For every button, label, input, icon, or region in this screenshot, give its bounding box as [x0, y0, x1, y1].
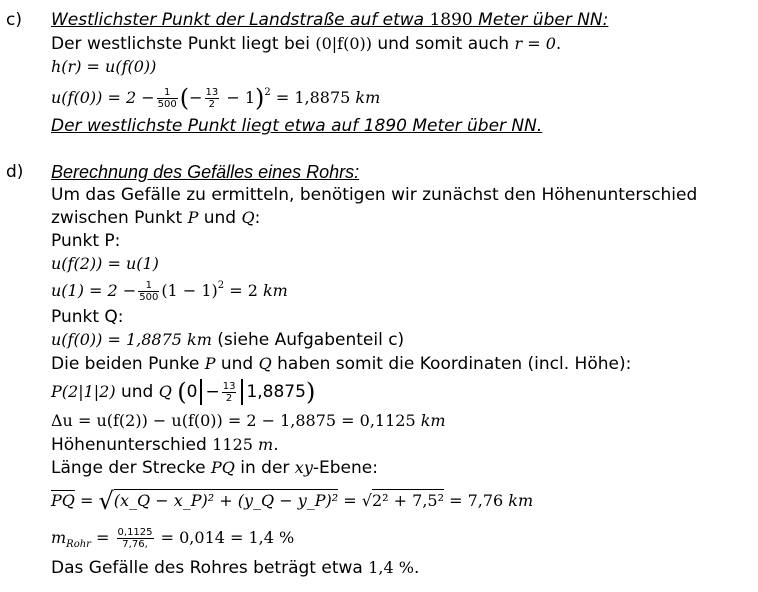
math-eq: Δu = u(f(2)) − u(f(0)) = 2 − 1,8875 = 0,1125 [51, 411, 421, 430]
unit: km [420, 411, 446, 430]
math-point: (0|f(0)) [315, 34, 372, 53]
math-P: P [187, 208, 199, 227]
punkt-q-label: Punkt Q: [51, 307, 124, 327]
frac-num: 13 [222, 380, 236, 392]
fraction [222, 381, 237, 404]
eq-lhs: u(f(0)) = 2 − [51, 88, 155, 107]
text: und somit auch [371, 34, 515, 54]
frac-den: 500 [139, 292, 159, 303]
sqrt-content2: 2² + 7,5² [371, 491, 444, 510]
text: zwischen Punkt [51, 208, 188, 228]
text: und [215, 354, 259, 374]
text: Der westlichste Punkt liegt bei [51, 34, 316, 54]
result: = 0,014 = 1,4 % [160, 528, 295, 547]
eq-q1 [51, 329, 404, 351]
unit: km [508, 491, 534, 510]
point-Q-name: Q [158, 382, 172, 401]
text: : [254, 208, 261, 228]
frac-den: 2 [225, 392, 233, 404]
math-P: P [204, 354, 216, 373]
text: -Ebene: [312, 458, 378, 478]
eq-p1: u(f(2)) = u(1) [51, 254, 159, 273]
math-Q: Q [258, 354, 272, 373]
part-c-line1 [51, 33, 561, 55]
fraction [205, 87, 220, 110]
text: Die beiden Punke [51, 354, 205, 374]
coord-x: 0 [186, 382, 198, 402]
eq-lhs: u(1) = 2 − [51, 281, 137, 300]
text: . [413, 558, 420, 578]
coord-z: 1,8875 [246, 382, 306, 402]
coords-points: P(2|1|2) und Q (0 − $\frac{13}{2}$ 1,8875) [51, 378, 316, 406]
part-c-heading [51, 9, 608, 31]
frac-num: 13 [205, 87, 219, 98]
part-c-conclusion: Der westlichste Punkt liegt etwa auf 1890 Meter über NN. [51, 116, 543, 136]
result: = 7,76 [444, 491, 509, 510]
part-d-heading: Berechnung des Gefälles eines Rohrs: [51, 162, 360, 182]
result: = 2 [224, 281, 263, 300]
delta-eq [51, 410, 446, 432]
heading-text-a: Westlichster Punkt der Landstraße auf etwa [51, 10, 430, 30]
part-c-eq2: u(f(0)) = 2 − $\frac{1}{500}$ (− $\frac{13}{2}$ − 1)$^2$ = 1,8875 km [51, 84, 381, 112]
part-d-intro1: Um das Gefälle zu ermitteln, benötigen wir zunächst den Höhenunterschied [51, 185, 698, 205]
exponent: 2 [217, 280, 225, 291]
m-var: m [51, 528, 67, 547]
m-rohr-eq: $m_{Rohr}$ = $\frac{0,1125}{7,76,}$ = 0,014 = 1,4 % [51, 527, 295, 550]
part-d-label: d) [6, 162, 24, 182]
math-PQ: PQ [210, 458, 235, 477]
coords-text [51, 353, 631, 375]
part-d-intro2 [51, 207, 260, 229]
pq-lhs: $\overline{PQ}$ [51, 491, 75, 510]
text: Länge der Strecke [51, 458, 211, 478]
part-c-eq1: h(r) = u(f(0)) [51, 57, 157, 76]
math-xy: xy [294, 458, 313, 477]
eq-p2 [51, 278, 288, 304]
final-line [51, 557, 419, 579]
text: in der [234, 458, 295, 478]
fraction [117, 527, 154, 550]
text: − 1 [226, 88, 255, 107]
unit: km [262, 281, 288, 300]
text: . [555, 34, 562, 54]
frac-den: 2 [208, 99, 216, 110]
text: = [74, 491, 99, 510]
math-Q: Q [241, 208, 255, 227]
text: (1 − 1) [161, 281, 218, 300]
note: (siehe Aufgabenteil c) [211, 330, 405, 350]
text: Das Gefälle des Rohres beträgt etwa [51, 558, 369, 578]
punkt-p-label: Punkt P: [51, 231, 121, 251]
heading-number: 1890 [429, 10, 473, 30]
fraction [157, 87, 178, 110]
frac-num: 0,1125 [117, 527, 153, 538]
hoehe-line [51, 434, 279, 456]
value: 1125 [212, 435, 259, 454]
laenge-line [51, 457, 378, 479]
text: haben somit die Koordinaten (incl. Höhe): [271, 354, 632, 374]
frac-num: 1 [138, 280, 159, 292]
exponent: 2 [264, 87, 271, 98]
math-eq: u(f(0)) = 1,8875 km [51, 330, 212, 349]
frac-den: 500 [157, 99, 177, 110]
frac-num: 1 [157, 87, 178, 99]
point-P: P(2|1|2) [51, 382, 116, 401]
text: . [273, 435, 279, 455]
coord-sign: − [205, 382, 220, 402]
result: = 1,8875 [275, 88, 356, 107]
part-c-label: c) [6, 10, 22, 30]
sqrt-content: (x_Q − x_P)² + (y_Q − y_P)² [113, 491, 339, 510]
text: Höhenunterschied [51, 435, 213, 455]
fraction [138, 280, 159, 303]
value: 1,4 % [368, 558, 414, 577]
heading-text-b: Meter über NN: [472, 10, 609, 30]
frac-den: 7,76, [122, 539, 148, 550]
text: und [115, 382, 159, 402]
math-r: r = 0 [514, 34, 556, 53]
unit: m [258, 435, 274, 454]
m-sub: Rohr [66, 539, 91, 550]
text: und [198, 208, 242, 228]
unit: km [355, 88, 381, 107]
pq-eq: $\overline{PQ}$ = √(x_Q − x_P)² + (y_Q − y_P)² = √2² + 7,5² = 7,76 km [51, 487, 534, 515]
